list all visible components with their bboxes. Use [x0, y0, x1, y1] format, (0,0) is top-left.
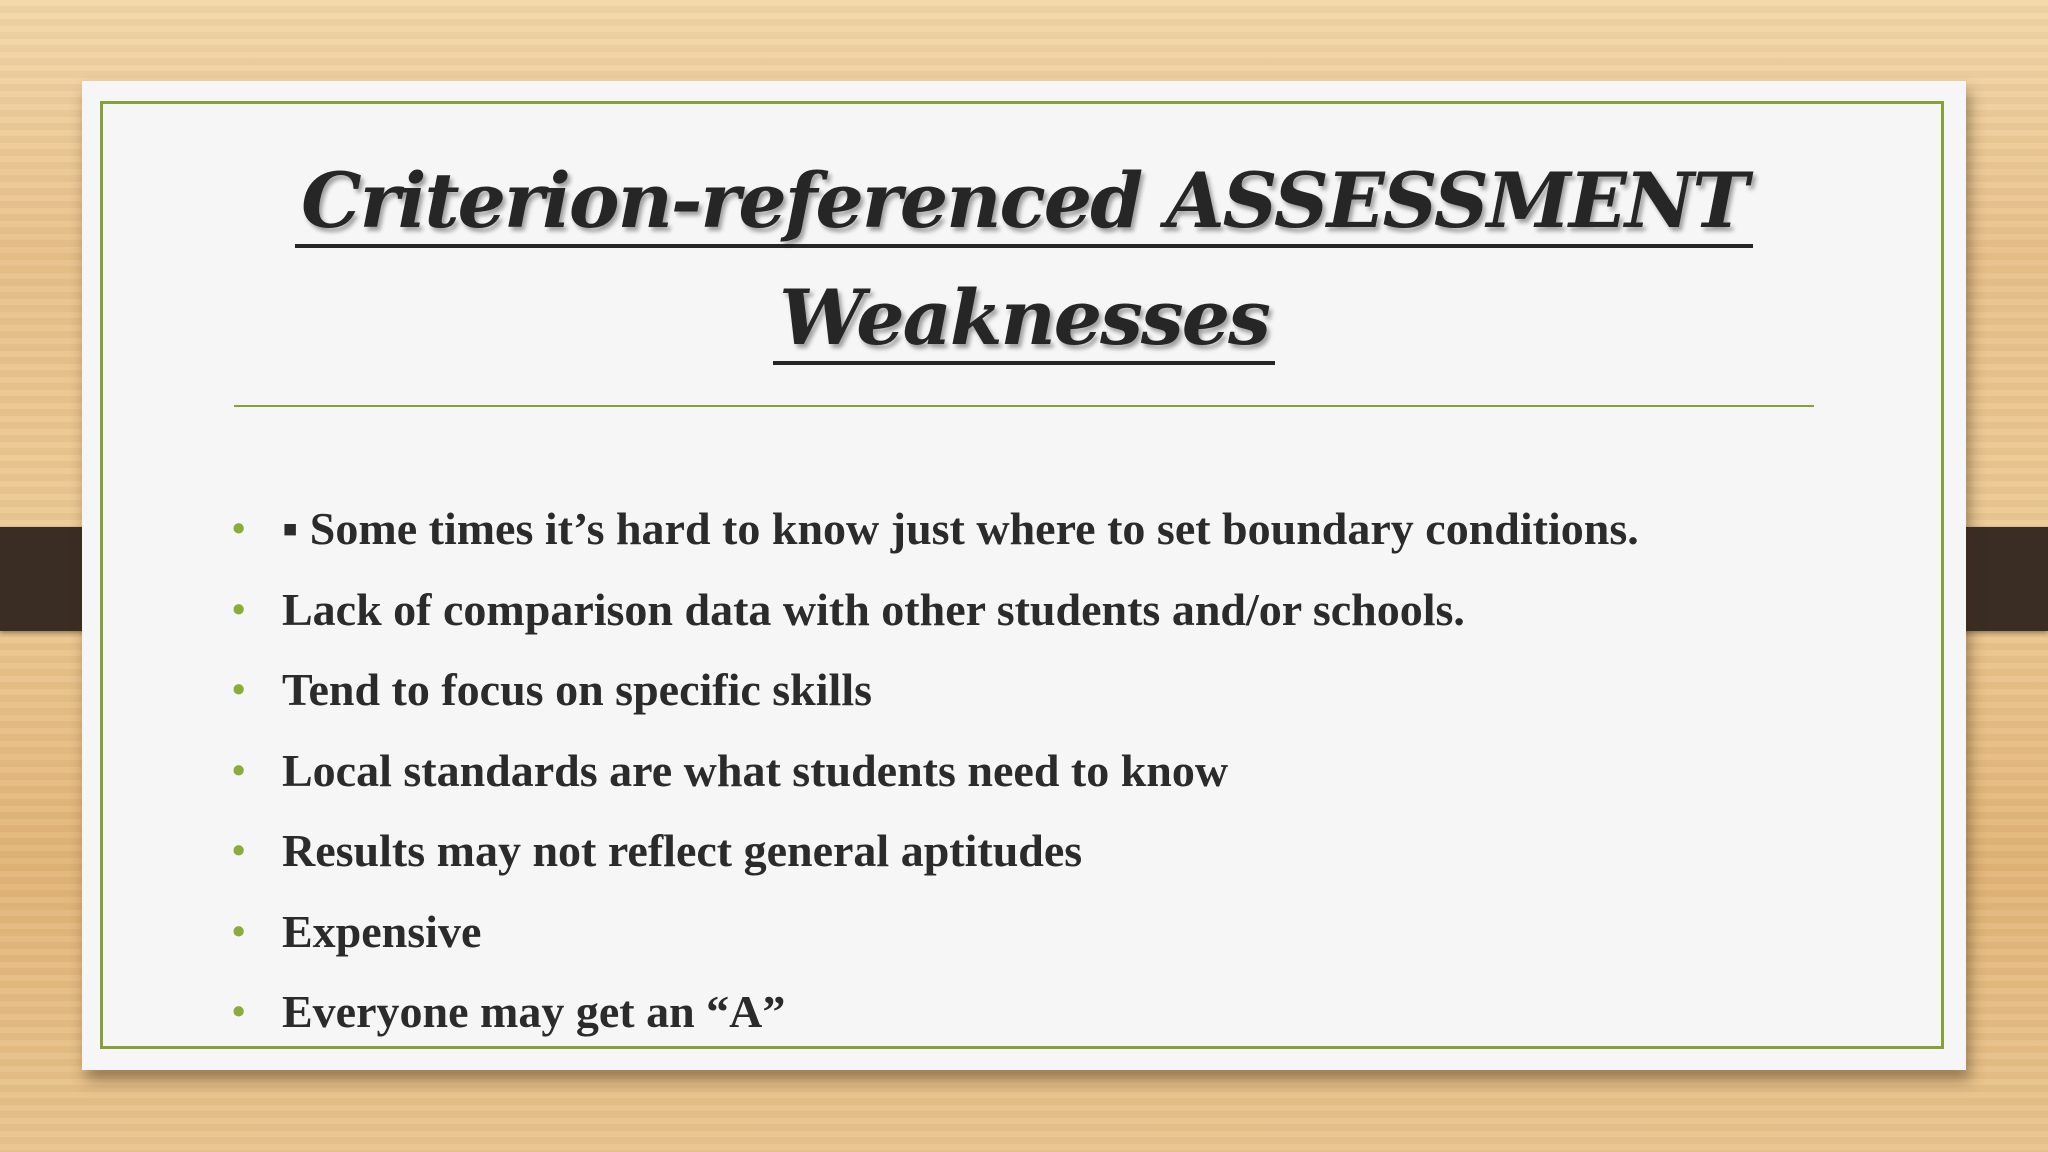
bullet-text: ▪ Some times it’s hard to know just where to set boundary conditions. — [282, 503, 1639, 554]
slide-card — [82, 81, 1966, 1070]
list-item — [232, 821, 1639, 902]
bullet-icon: • — [232, 508, 246, 550]
bullet-text: Local standards are what students need to know — [282, 744, 1229, 796]
bullet-text: Expensive — [282, 905, 482, 957]
bullet-icon: • — [232, 910, 246, 953]
bullet-icon: • — [232, 830, 246, 872]
slide-title — [82, 149, 1966, 383]
list-item — [232, 741, 1639, 822]
list-item — [232, 982, 1639, 1063]
bullet-text: Lack of comparison data with other students and/or schools. — [282, 583, 1465, 635]
bullet-icon: • — [232, 749, 246, 792]
list-item — [232, 902, 1639, 983]
bullet-icon: • — [232, 669, 246, 711]
title-line-1: Criterion-referenced ASSESSMENT — [295, 158, 1753, 248]
list-item — [232, 580, 1639, 661]
bullet-list — [232, 499, 1639, 1063]
list-item — [232, 499, 1639, 580]
bullet-text: Tend to focus on specific skills — [282, 664, 873, 715]
bullet-text: Everyone may get an “A” — [282, 986, 786, 1037]
title-line-2: Weaknesses — [773, 275, 1275, 365]
bullet-icon: • — [232, 991, 246, 1033]
bullet-text: Results may not reflect general aptitudes — [282, 825, 1083, 876]
list-item — [232, 660, 1639, 741]
bullet-icon: • — [232, 588, 246, 631]
title-divider — [234, 405, 1814, 407]
